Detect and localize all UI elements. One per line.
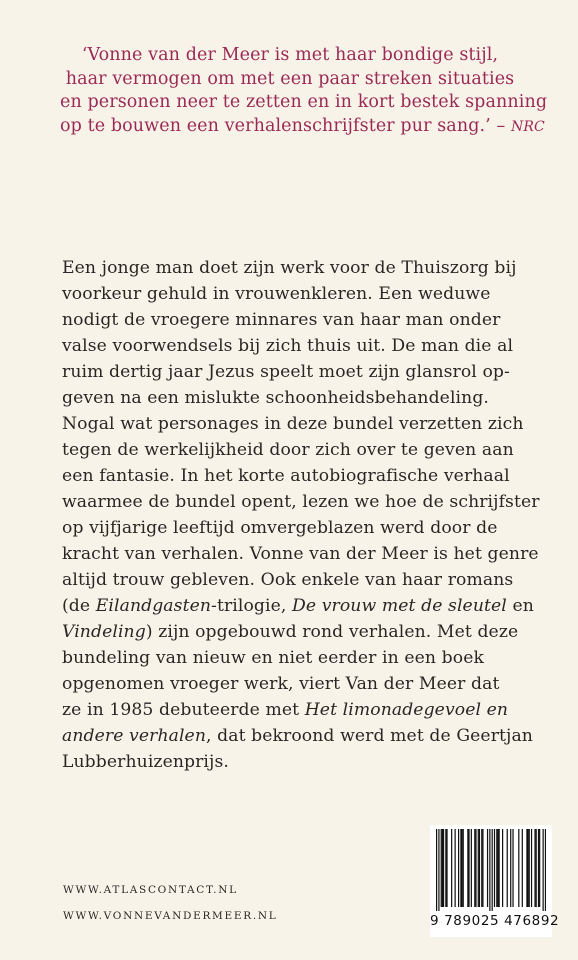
barcode-bar [461,829,462,907]
book-title: Het limonadegevoel en [304,700,509,720]
quote-line: en personen neer te zetten en in kort bestek spanning [60,92,548,112]
text-run: en [506,596,534,616]
barcode-bar [482,829,483,907]
quote-line: haar vermogen om met een paar streken situaties [65,68,515,89]
quote-source: NRC [511,118,545,135]
synopsis-line: geven na een mislukte schoonheidsbehandeling. [62,388,489,408]
barcode-bar [526,829,527,907]
barcode-bar [443,829,444,907]
barcode-bar [496,829,497,907]
barcode-bar [468,829,469,907]
synopsis-line: bundeling van nieuw en niet eerder in een boek [62,648,484,668]
synopsis [62,255,540,775]
book-title: andere verhalen [62,726,206,746]
synopsis-line: kracht van verhalen. Vonne van der Meer is het genre [62,544,539,564]
synopsis-line: nodigt de vroegere minnares van haar man onder [62,310,501,330]
barcode-bar [460,829,461,907]
barcode-bar [478,829,479,907]
text-run: (de [62,596,96,616]
synopsis-line: altijd trouw gebleven. Ook enkele van haar romans [62,570,514,590]
text-run: ze in 1985 debuteerde met [62,700,305,720]
barcode-bar [545,829,546,911]
synopsis-line: waarmee de bundel opent, lezen we hoe de schrijfster [62,492,540,512]
barcode-bar [527,829,528,907]
synopsis-line: voorkeur gehuld in vrouwenkleren. Een weduwe [62,284,491,304]
book-title: Vindeling [62,622,146,642]
barcode-bar [499,829,500,907]
barcode-bar [539,829,540,907]
synopsis-line: Nogal wat personages in deze bundel verzetten zich [62,414,524,434]
book-title: De vrouw met de sleutel [292,596,507,616]
barcode-bar [512,829,513,907]
barcode-bar [510,829,511,907]
barcode-bar [481,829,482,907]
barcode-bar [522,829,523,907]
barcode-bar [529,829,530,907]
barcode-bar [441,829,442,907]
barcode-bar [479,829,480,907]
barcode-bar [471,829,472,907]
author-url: WWW.VONNEVANDERMEER.NL [63,910,278,922]
publisher-urls [63,877,277,929]
barcode-bar [474,829,475,907]
blurb-quote [60,44,548,139]
barcode-bar [531,829,532,907]
synopsis-line: Een jonge man doet zijn werk voor de Thuiszorg bij [62,258,517,278]
barcode-bar [445,829,446,907]
isbn-number: 9 789025 476892 [430,913,560,929]
synopsis-line: tegen de werkelijkheid door zich over te geven aan [62,440,514,460]
barcode-bar [536,829,537,907]
barcode-bars [436,829,546,911]
book-title: Eilandgasten [95,596,212,616]
barcode-bar [455,829,456,907]
barcode-bar [502,829,503,907]
synopsis-line: een fantasie. In het korte autobiografische verhaal [62,466,510,486]
barcode-bar [438,829,439,911]
barcode-bar [494,829,495,907]
synopsis-line [62,723,532,749]
barcode-bar [534,829,535,907]
barcode-bar [463,829,464,907]
barcode-bar [487,829,488,907]
synopsis-line: op vijfjarige leeftijd omvergeblazen werd door de [62,518,498,538]
barcode-bar [446,829,447,907]
isbn-barcode [430,825,560,937]
barcode-bar [518,829,519,907]
barcode-bar [507,829,508,907]
barcode-bar [451,829,452,907]
barcode-bar [538,829,539,907]
barcode-bar [497,829,498,907]
barcode-bar [436,829,437,911]
barcode-bar [492,829,493,911]
text-run: , dat bekroond werd met de Geertjan [206,726,533,746]
barcode-bar [475,829,476,907]
text-run: ) zijn opgebouwd rond verhalen. Met deze [145,622,519,642]
synopsis-line: Lubberhuizenprijs. [62,752,229,772]
quote-line: ‘Vonne van der Meer is met haar bondige stijl, [81,45,499,65]
publisher-url: WWW.ATLASCONTACT.NL [63,884,238,896]
synopsis-line [62,697,532,723]
synopsis-line: opgenomen vroeger werk, viert Van der Meer dat [62,674,500,694]
quote-line-last [60,115,545,140]
text-run: -trilogie, [211,596,293,616]
barcode-bar [458,829,459,907]
synopsis-line [62,619,532,645]
synopsis-line: ruim dertig jaar Jezus speelt moet zijn glansrol op- [62,362,510,382]
barcode-bar [543,829,544,911]
barcode-bar [467,829,468,907]
synopsis-line [62,593,532,619]
barcode-bar [489,829,490,911]
synopsis-line: valse voorwendsels bij zich thuis uit. De man die al [62,336,514,356]
quote-text: op te bouwen een verhalenschrijfster pur sang.’ – [60,115,506,136]
barcode-bar [442,829,443,907]
